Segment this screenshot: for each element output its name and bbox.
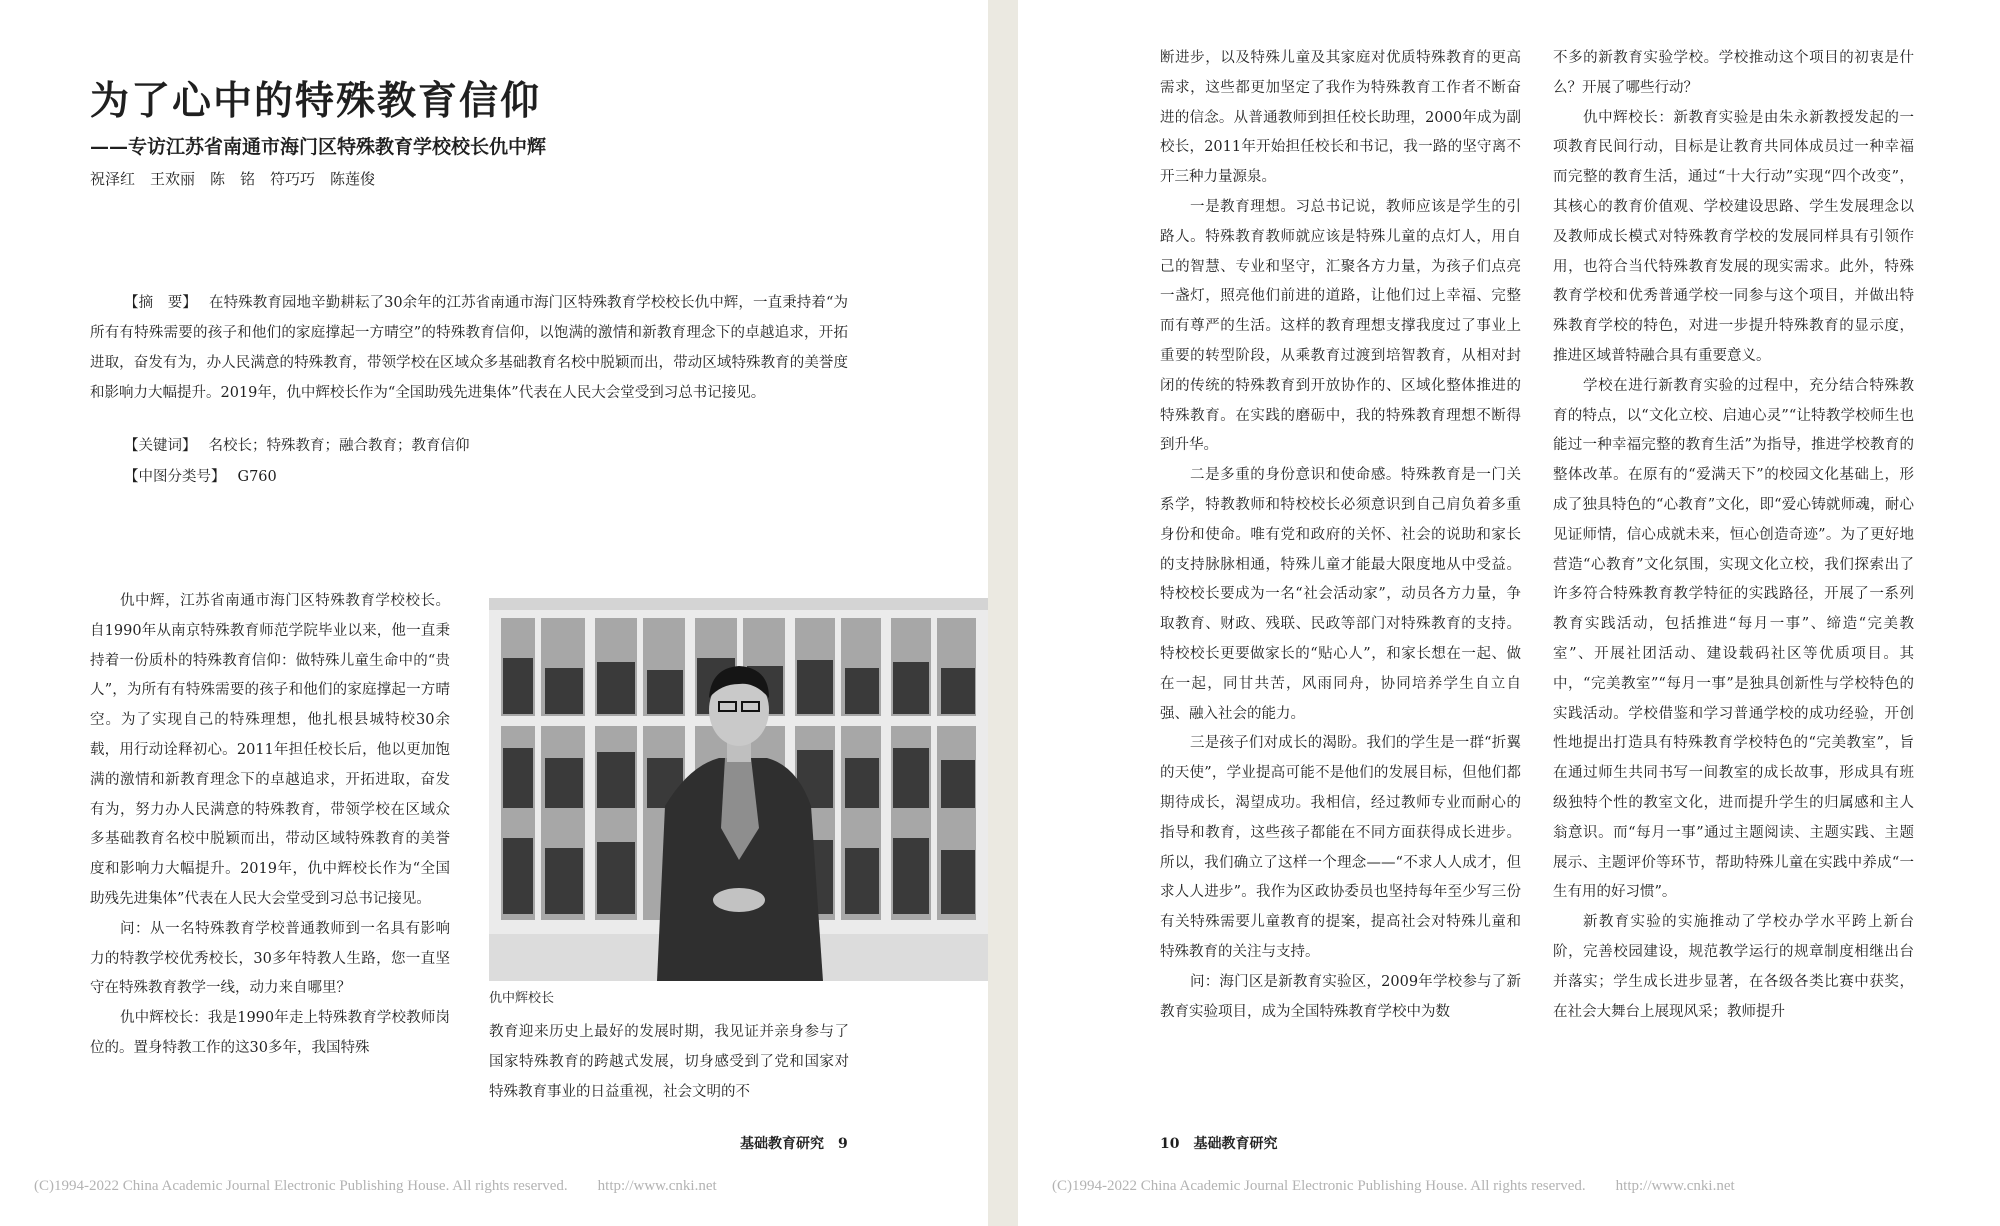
body-paragraph: 学校在进行新教育实验的过程中，充分结合特殊教育的特点，以“文化立校、启迪心灵”“让特教学校师生也能过一种幸福完整的教育生活”为指导，推进学校教育的整体改革。在原有的“爱满天下”的校园文化基础上，形成了独具特色的“心教育”文化，即“爱心铸就师魂，耐心见证师情，信心成就未来，恒心创造奇迹”。为了更好地营造“心教育”文化氛围，实现文化立校，我们探索出了许多符合特殊教育教学特征的实践路径，开展了一系列教育实践活动，包括推进“每月一事”、缔造“完美教室”、开展社团活动、建设载码社区等优质项目。其中，“完美教室”“每月一事”是独具创新性与学校特色的实践活动。学校借鉴和学习普通学校的成功经验，开创性地提出打造具有特殊教育学校特色的“完美教室”，旨在通过师生共同书写一间教室的成长故事，形成具有班级独特个性的教室文化，进而提升学生的归属感和主人翁意识。而“每月一事”通过主题阅读、主题实践、主题展示、主题评价等环节，帮助特殊儿童在实践中养成“一生有用的好习惯”。 <box>1553 377 1914 901</box>
article-title: 为了心中的特殊教育信仰 <box>90 78 542 124</box>
portrait-photo <box>489 598 988 981</box>
body-paragraph: 一是教育理想。习总书记说，教师应该是学生的引路人。特殊教育教师就应该是特殊儿童的点灯人，用自己的智慧、专业和坚守，汇聚各方力量，为孩子们点亮一盏灯，照亮他们前进的道路，让他们过上幸福、完整而有尊严的生活。这样的教育理想支撑我度过了事业上重要的转型阶段，从乘教育过渡到培智教育，从相对封闭的传统的特殊教育到开放协作的、区域化整体推进的特殊教育。在实践的磨砺中，我的特殊教育理想不断得到升华。 <box>1160 198 1521 454</box>
keywords <box>124 434 470 455</box>
abstract <box>90 288 848 408</box>
body-paragraph: 仇中辉，江苏省南通市海门区特殊教育学校校长。自1990年从南京特殊教育师范学院毕业以来，他一直秉持着一份质朴的特殊教育信仰：做特殊儿童生命中的“贵人”，为所有有特殊需要的孩子和他们的家庭撑起一方晴空。为了实现自己的特殊理想，他扎根县城特校30余载，用行动诠释初心。2011年担任校长后，他以更加饱满的激情和新教育理念下的卓越追求，开拓进取，奋发有为，努力办人民满意的特殊教育，带领学校在区域众多基础教育名校中脱颖而出，带动区域特殊教育的美誉度和影响力大幅提升。2019年，仇中辉校长作为“全国助残先进集体”代表在人民大会堂受到习总书记接见。 <box>90 593 450 907</box>
question-paragraph: 问：从一名特殊教育学校普通教师到一名具有影响力的特教学校优秀校长，30多年特教人生路，您一直坚守在特殊教育教学一线，动力来自哪里？ <box>90 920 450 997</box>
body-column-left <box>1160 44 1521 1027</box>
body-column-left <box>90 587 450 1064</box>
body-paragraph: 三是孩子们对成长的渴盼。我们的学生是一群“折翼的天使”，学业提高可能不是他们的发展目标，但他们都期待成长，渴望成功。我相信，经过教师专业而耐心的指导和教育，这些孩子都能在不同方面获得成长进步。所以，我们确立了这样一个理念——“不求人人成才，但求人人进步”。我作为区政协委员也坚持每年至少写三份有关特殊需要儿童教育的提案，提高社会对特殊儿童和特殊教育的关注与支持。 <box>1160 735 1521 960</box>
classification-code <box>124 465 277 486</box>
body-column-right <box>489 1018 849 1107</box>
keywords-text: 名校长；特殊教育；融合教育；教育信仰 <box>208 438 470 454</box>
left-page <box>0 0 988 1226</box>
principal-photo-illustration <box>489 598 988 981</box>
article-subtitle: ——专访江苏省南通市海门区特殊教育学校校长仇中辉 <box>90 136 547 158</box>
body-paragraph: 新教育实验的实施推动了学校办学水平跨上新台阶，完善校园建设，规范教学运行的规章制度相继出台并落实；学生成长进步显著，在各级各类比赛中获奖，在社会大舞台上展现风采；教师提升 <box>1553 914 1914 1020</box>
author-list: 祝泽红 王欢丽 陈 铭 符巧巧 陈莲俊 <box>90 170 376 188</box>
right-page <box>1018 0 2000 1226</box>
keywords-label: 【关键词】 <box>124 438 197 454</box>
page-footer-journal: 基础教育研究 9 <box>740 1136 848 1152</box>
clc-label: 【中图分类号】 <box>124 469 226 485</box>
clc-text: G760 <box>237 469 277 485</box>
body-column-right <box>1553 44 1914 1027</box>
copyright-notice: (C)1994-2022 China Academic Journal Electronic Publishing House. All rights reserved. http://www.cnki.net <box>34 1178 717 1194</box>
body-paragraph-continued: 断进步，以及特殊儿童及其家庭对优质特殊教育的更高需求，这些都更加坚定了我作为特殊教育工作者不断奋进的信念。从普通教师到担任校长助理，2000年成为副校长，2011年开始担任校长和书记，我一路的坚守离不开三种力量源泉。 <box>1160 50 1521 186</box>
page-footer-journal: 10 基础教育研究 <box>1160 1136 1278 1152</box>
question-paragraph: 问：海门区是新教育实验区，2009年学校参与了新教育实验项目，成为全国特殊教育学校中为数 <box>1160 973 1521 1020</box>
abstract-label: 【摘 要】 <box>124 295 197 311</box>
body-paragraph: 二是多重的身份意识和使命感。特殊教育是一门关系学，特教教师和特校校长必须意识到自己肩负着多重身份和使命。唯有党和政府的关怀、社会的说助和家长的支持脉脉相通，特殊儿童才能最大限度地从中受益。特校校长要成为一名“社会活动家”，动员各方力量，争取教育、财政、残联、民政等部门对特殊教育的支持。特校校长更要做家长的“贴心人”，和家长想在一起、做在一起，同甘共苦，风雨同舟，协同培养学生自立自强、融入社会的能力。 <box>1160 467 1521 722</box>
body-paragraph-continued: 教育迎来历史上最好的发展时期，我见证并亲身参与了国家特殊教育的跨越式发展，切身感受到了党和国家对特殊教育事业的日益重视，社会文明的不 <box>489 1024 849 1100</box>
photo-caption: 仇中辉校长 <box>489 991 555 1006</box>
copyright-notice: (C)1994-2022 China Academic Journal Electronic Publishing House. All rights reserved. http://www.cnki.net <box>1052 1178 1735 1194</box>
abstract-text: 在特殊教育园地辛勤耕耘了30余年的江苏省南通市海门区特殊教育学校校长仇中辉，一直秉持着“为所有有特殊需要的孩子和他们的家庭撑起一方晴空”的特殊教育信仰，以饱满的激情和新教育理念下的卓越追求，开拓进取，奋发有为，办人民满意的特殊教育，带领学校在区域众多基础教育名校中脱颖而出，带动区域特殊教育的美誉度和影响力大幅提升。2019年，仇中辉校长作为“全国助残先进集体”代表在人民大会堂受到习总书记接见。 <box>90 295 848 401</box>
answer-paragraph: 仇中辉校长：新教育实验是由朱永新教授发起的一项教育民间行动，目标是让教育共同体成员过一种幸福而完整的教育生活，通过“十大行动”实现“四个改变”，其核心的教育价值观、学校建设思路、学生发展理念以及教师成长模式对特殊教育学校的发展同样具有引领作用，也符合当代特殊教育发展的现实需求。此外，特殊教育学校和优秀普通学校一同参与这个项目，并做出特殊教育学校的特色，对进一步提升特殊教育的显示度，推进区域普特融合具有重要意义。 <box>1553 109 1914 364</box>
question-paragraph-continued: 不多的新教育实验学校。学校推动这个项目的初衷是什么？开展了哪些行动？ <box>1553 50 1914 96</box>
answer-paragraph: 仇中辉校长：我是1990年走上特殊教育学校教师岗位的。置身特教工作的这30多年，我国特殊 <box>90 1010 450 1056</box>
